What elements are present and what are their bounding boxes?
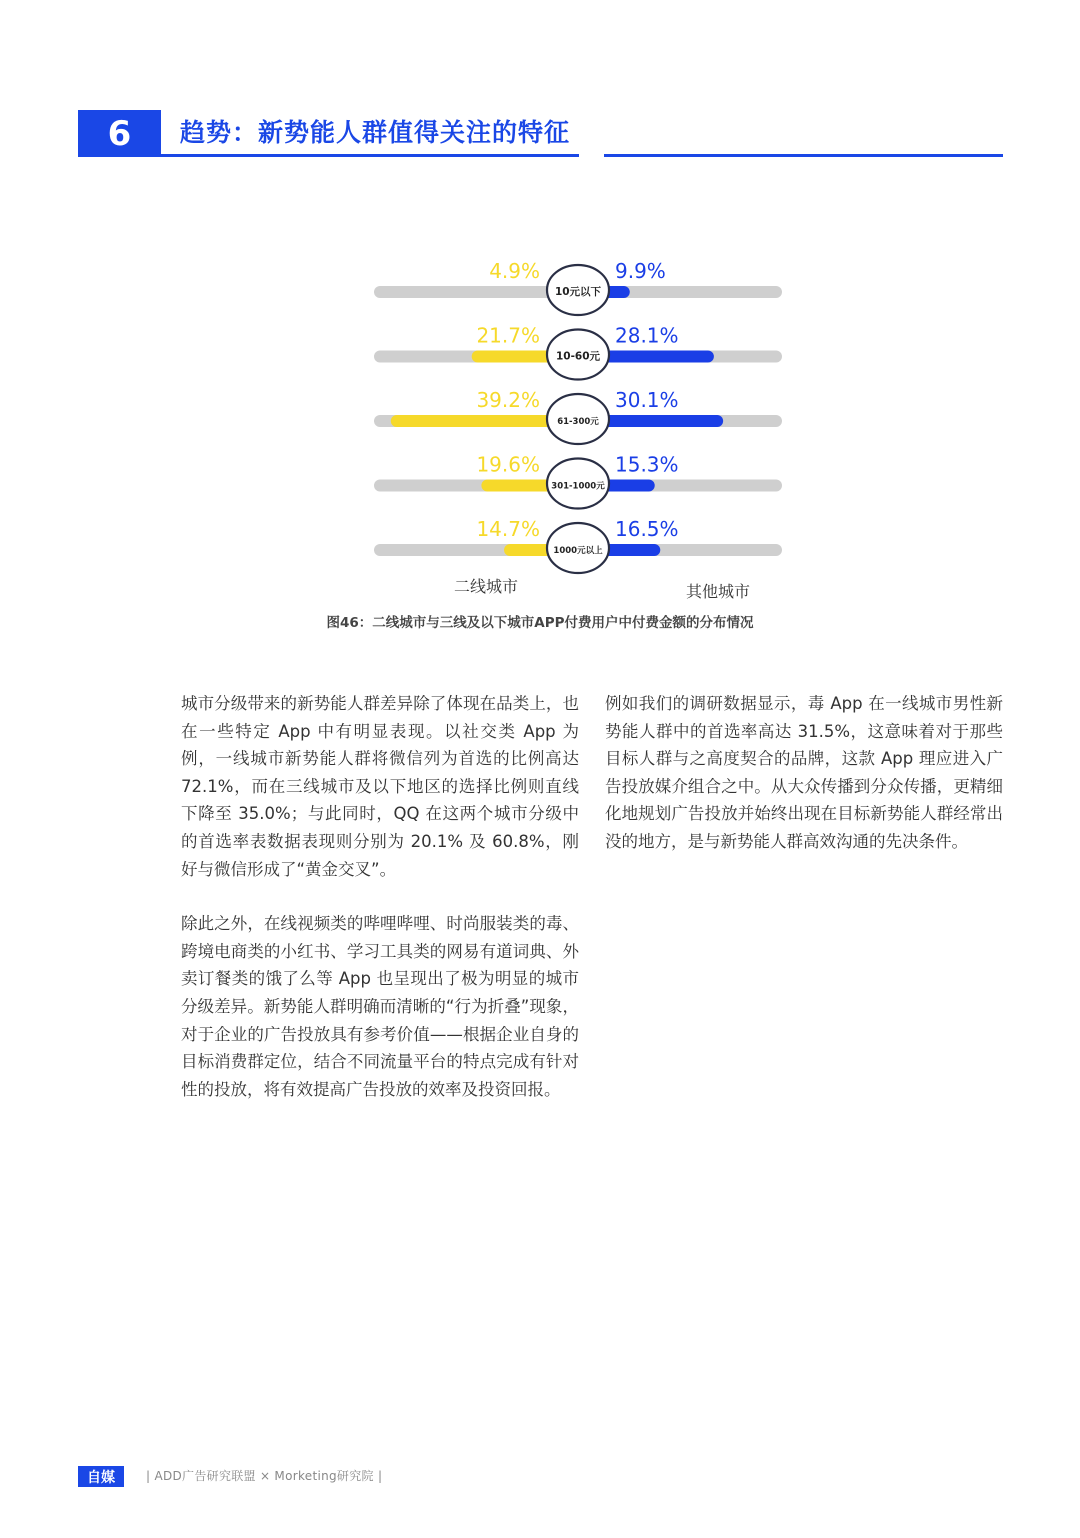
category-label: 1000元以上 (553, 546, 603, 556)
category-label: 10-60元 (555, 350, 601, 363)
value-label-other-cities: 30.1% (615, 388, 679, 412)
body-right-column (605, 690, 1003, 856)
value-label-second-tier: 39.2% (476, 388, 540, 412)
figure-caption: 图46：二线城市与三线及以下城市APP付费用户中付费金额的分布情况 (326, 615, 754, 631)
footer-tag: 自媒 (78, 1466, 124, 1487)
value-label-other-cities: 28.1% (615, 323, 679, 348)
value-label-second-tier: 4.9% (489, 259, 540, 283)
section-title: 趋势：新势能人群值得关注的特征 (180, 118, 571, 147)
paragraph: 除此之外，在线视频类的哔哩哔哩、时尚服装类的毒、跨境电商类的小红书、学习工具类的网易有道词典、外卖订餐类的饿了么等 App 也呈现出了极为明显的城市分级差异。新势能人群明确而清晰的“行为折叠”现象，对于企业的广告投放具有参考价值——根据企业自身的目标消费群定位，结合不同流量平台的特点完成有针对性的投放，将有效提高广告投放的效率及投资回报。 (181, 914, 579, 1099)
value-label-second-tier: 21.7% (476, 323, 540, 348)
paragraph: 例如我们的调研数据显示，毒 App 在一线城市男性新势能人群中的首选率高达 31.5%，这意味着对于那些目标人群与之高度契合的品牌，这款 App 理应进入广告投放媒介组合之中。从大众传播到分众传播，更精细化地规划广告投放并始终出现在目标新势能人群经常出没的地方，是与新势能人群高效沟通的先决条件。 (605, 694, 1003, 851)
category-label: 10元以下 (554, 286, 602, 298)
value-label-second-tier: 14.7% (476, 517, 540, 541)
category-label: 301-1000元 (551, 481, 605, 492)
body-left-column (181, 690, 579, 1103)
value-label-other-cities: 9.9% (615, 259, 666, 283)
payment-distribution-chart (0, 0, 1080, 640)
legend-other-cities: 其他城市 (685, 582, 751, 601)
value-label-second-tier: 19.6% (476, 452, 540, 477)
value-label-other-cities: 16.5% (615, 517, 679, 541)
legend-second-tier-city: 二线城市 (453, 577, 519, 596)
footer-credit: | ADD广告研究联盟 × Morketing研究院 | (146, 1469, 383, 1483)
section-number: 6 (78, 110, 161, 157)
value-label-other-cities: 15.3% (615, 452, 679, 477)
category-label: 61-300元 (557, 417, 599, 427)
paragraph: 城市分级带来的新势能人群差异除了体现在品类上，也在一些特定 App 中有明显表现。以社交类 App 为例，一线城市新势能人群将微信列为首选的比例高达 72.1%，而在三线城市及以下地区的选择比例则直线下降至 35.0%；与此同时，QQ 在这两个城市分级中的首选率表数据表现则分别为 20.1% 及 60.8%，刚好与微信形成了“黄金交叉”。 (181, 694, 579, 879)
